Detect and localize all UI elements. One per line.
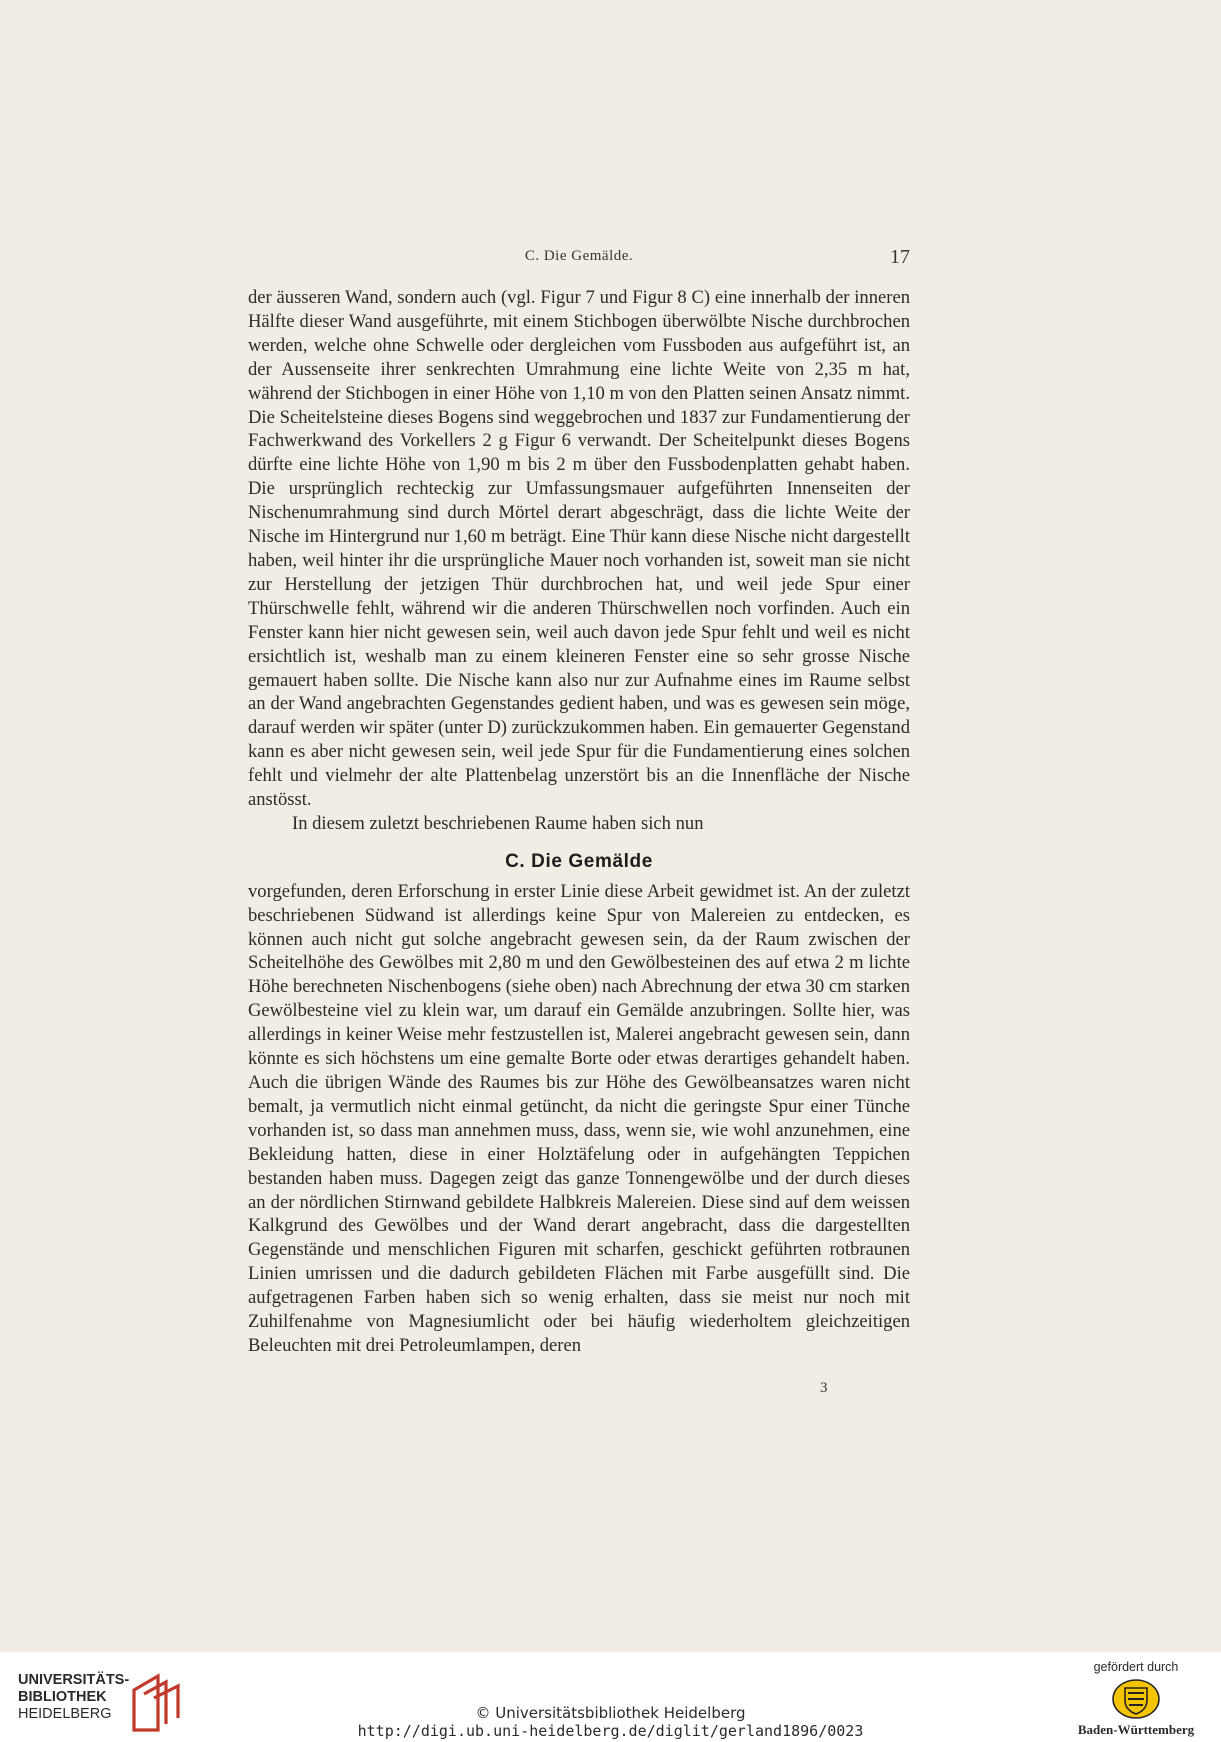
footer-bar [0, 1652, 1221, 1742]
copyright-notice: © Universitätsbibliothek Heidelberg [475, 1704, 746, 1722]
signature-mark: 3 [820, 1380, 828, 1396]
state-crest-icon [1111, 1678, 1161, 1720]
permalink-url[interactable]: http://digi.ub.uni-heidelberg.de/diglit/gerland1896/0023 [357, 1722, 864, 1740]
library-line-1: UNIVERSITÄTS- [18, 1672, 130, 1688]
page-number: 17 [890, 246, 910, 268]
paragraph-transition: In diesem zuletzt beschriebenen Raume haben sich nun [292, 812, 704, 834]
footer-center [0, 1704, 1221, 1740]
paragraph-paintings: vorgefunden, deren Erforschung in erster Linie diese Arbeit gewidmet ist. An der zuletzt beschriebenen Südwand ist allerdings keine Spur von Malereien zu entdecken, es können auch nicht gut solche angebracht gewesen sein, da der Raum zwischen der Scheitelhöhe des Gewölbes mit 2,80 m und den Gewölbesteinen des auf etwa 2 m lichte Höhe berechneten Nischenbogens (siehe oben) nach Abrechnung der etwa 30 cm starken Gewölbesteine viel zu klein war, um darauf ein Gemälde anzubringen. Sollte hier, was allerdings in keiner Weise mehr festzustellen ist, Malerei angebracht gewesen sein, dann könnte es sich höchstens um eine gemalte Borte oder etwas derartiges gehandelt haben. Auch die übrigen Wände des Raumes bis zur Höhe des Gewölbeansatzes waren nicht bemalt, ja vermutlich nicht einmal getüncht, da nicht die geringste Spur einer Tünche vorhanden ist, so dass man annehmen muss, dass, wenn sie, wie wohl anzunehmen, eine Bekleidung hatten, diese in einer Holztäfelung oder in aufgehängten Teppichen bestanden haben muss. Dagegen zeigt das ganze Tonnengewölbe und der durch dieses an der nördlichen Stirnwand gebildete Halbkreis Malereien. Diese sind auf dem weissen Kalkgrund des Gewölbes und der Wand derart angebracht, dass die dargestellten Gegenstände und menschlichen Figuren mit scharfen, geschickt geführten rotbraunen Linien umrissen und die dadurch gebildeten Flächen mit Farbe ausgefüllt sind. Die aufgetragenen Farben haben sich so wenig erhalten, dass sie meist nur noch mit Zuhilfenahme von Magnesiumlicht oder bei häufig wiederholtem gleichzeitigen Beleuchten mit drei Petroleumlampen, deren [248, 880, 910, 1356]
sponsor-label: gefördert durch [1093, 1660, 1179, 1674]
sponsor-block[interactable] [1071, 1660, 1201, 1740]
section-heading: C. Die Gemälde [505, 850, 653, 872]
body-text [248, 286, 910, 1358]
running-head-title: C. Die Gemälde. [524, 248, 634, 264]
sponsor-name: Baden-Württemberg [1077, 1722, 1195, 1737]
running-head [248, 248, 910, 276]
paragraph-niche-description: der äusseren Wand, sondern auch (vgl. Figur 7 und Figur 8 C) eine innerhalb der inneren Hälfte dieser Wand ausgeführte, mit einem Stichbogen überwölbte Nische durchbrochen werden, welche ohne Schwelle oder dergleichen vom Fussboden aus aufgeführt ist, an der Aussenseite ihrer senkrechten Umrahmung eine lichte Weite von 2,35 m hat, während der Stichbogen in einer Höhe von 1,10 m von den Platten seinen Ansatz nimmt. Die Scheitelsteine dieses Bogens sind weggebrochen und 1837 zur Fundamentierung der Fachwerkwand des Vorkellers 2 g Figur 6 verwandt. Der Scheitelpunkt dieses Bogens dürfte eine lichte Höhe von 1,90 m bis 2 m über den Fussbodenplatten gehabt haben. Die ursprünglich rechteckig zur Umfassungsmauer aufgeführten Innenseiten der Nischenumrahmung sind durch Mörtel derart abgeschrägt, dass die lichte Weite der Nische im Hintergrund nur 1,60 m beträgt. Eine Thür kann diese Nische nicht dargestellt haben, weil hinter ihr die ursprüngliche Mauer noch vorhanden ist, soweit man sie nicht zur Herstellung der jetzigen Thür durchbrochen hat, und weil jede Spur einer Thürschwelle fehlt, während wir die anderen Thürschwellen noch vorfinden. Auch ein Fenster kann hier nicht gewesen sein, weil auch davon jede Spur fehlt und weil es nicht ersichtlich ist, weshalb man zu einem kleineren Fenster eine so sehr grosse Nische gemauert haben sollte. Die Nische kann also nur zur Aufnahme eines im Raume selbst an der Wand angebrachten Gegenstandes gedient haben, und was es gewesen sein möge, darauf werden wir später (unter D) zurückzukommen haben. Ein gemauerter Gegenstand kann es aber nicht gewesen sein, weil jede Spur für die Fundamentierung eines solchen fehlt und vielmehr der alte Plattenbelag unzerstört bis an die Innenfläche der Nische anstösst. [248, 287, 910, 811]
library-line-3: HEIDELBERG [18, 1706, 112, 1722]
library-line-2: BIBLIOTHEK [18, 1689, 107, 1705]
